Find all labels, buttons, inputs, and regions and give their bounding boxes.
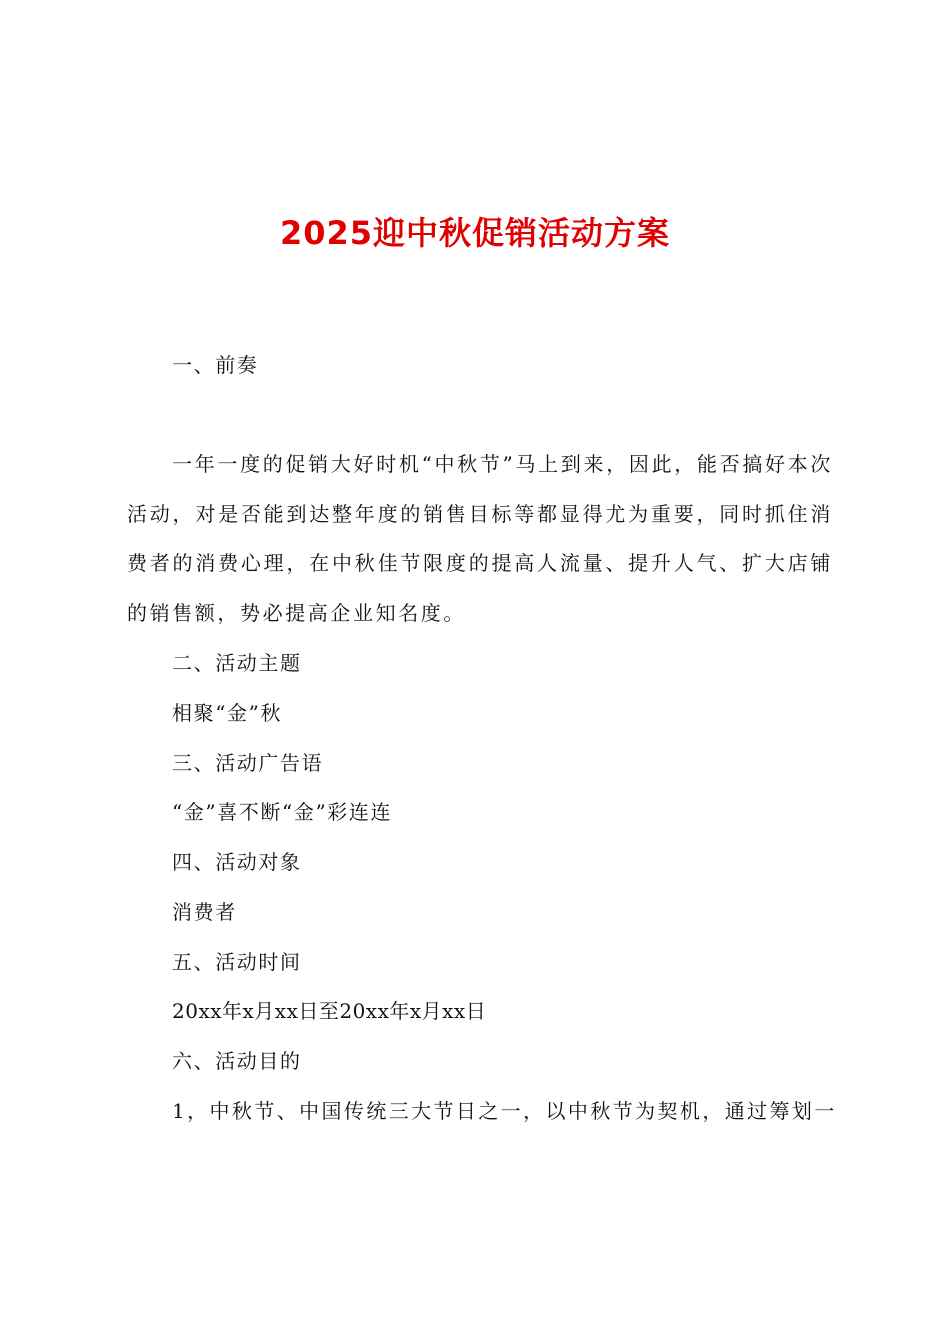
paragraph-prelude: 一年一度的促销大好时机“中秋节”马上到来，因此，能否搞好本次活动，对是否能到达整年度的销售目标等都显得尤为重要，同时抓住消费者的消费心理，在中秋佳节限度的提高人流量、提升人气、扩大店铺的销售额，势必提高企业知名度。 xyxy=(127,452,833,625)
section-heading-purpose: 六、活动目的 xyxy=(172,1049,302,1073)
section-heading-slogan: 三、活动广告语 xyxy=(172,751,324,775)
time-text: 20xx年x月xx日至20xx年x月xx日 xyxy=(172,999,487,1023)
document-title: 2025迎中秋促销活动方案 xyxy=(279,214,671,252)
section-heading-time: 五、活动时间 xyxy=(172,950,302,974)
theme-text: 相聚“金”秋 xyxy=(172,701,283,725)
section-heading-audience: 四、活动对象 xyxy=(172,850,302,874)
section-heading-theme: 二、活动主题 xyxy=(172,651,302,675)
section-heading-prelude: 一、前奏 xyxy=(172,353,259,377)
purpose-paragraph: 1，中秋节、中国传统三大节日之一，以中秋节为契机，通过筹划一 xyxy=(172,1099,837,1123)
audience-text: 消费者 xyxy=(172,900,237,924)
slogan-text: “金”喜不断“金”彩连连 xyxy=(172,800,393,824)
